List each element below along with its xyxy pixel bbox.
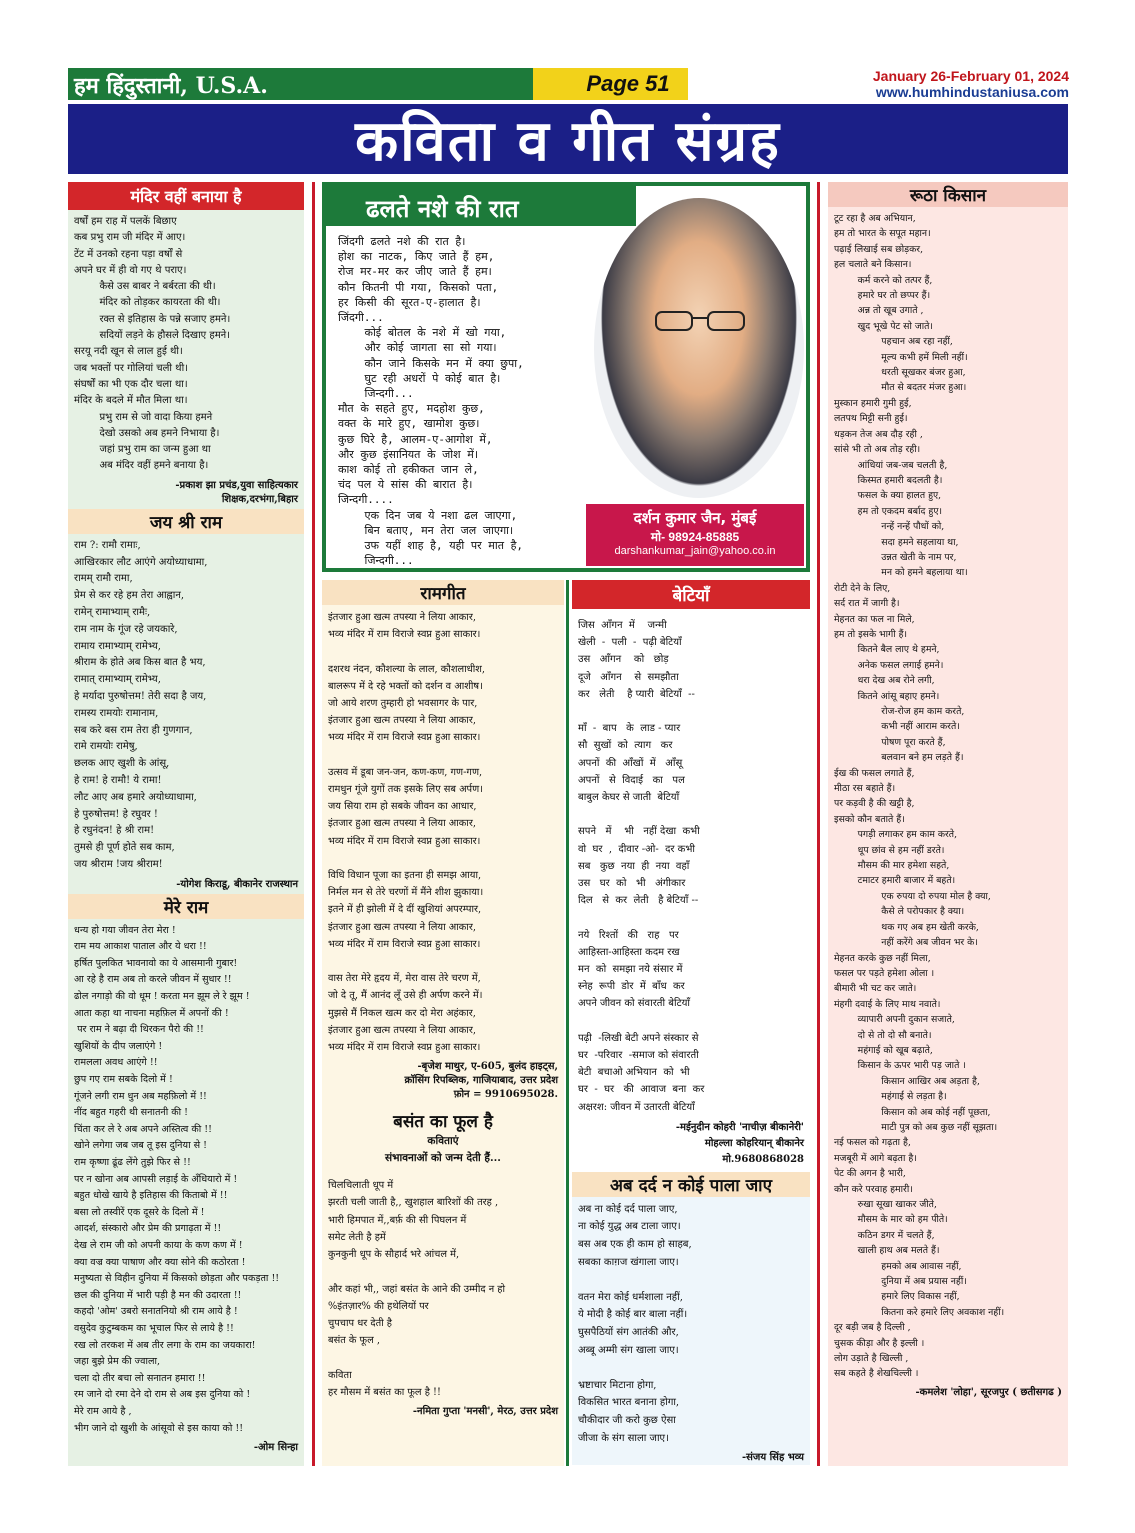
poem-text: इंतजार हुआ खत्म तपस्या ने लिया आकार, भव्य मंदिर में राम विराजे स्वप्न हुआ साकार। दशरथ नंदन, कौशल्या के लाल, कौशलाधीश, बालरूप में दे रहे भक्तों को दर्शन व आशीष। जो आये शरण तुम्हारी हो भवसागर के पार, इंतजार हुआ खत्म तपस्या ने लिया आकार, भव्य मंदिर में राम विराजे स्वप्न हुआ साकार। उत्सव में डूबा जन-जन, कण-कण, गण-गण, रामधुन गूंजे युगों तक इसके लिए सब अर्पण। जय सिया राम हो सबके जीवन का आधार, इंतजार हुआ खत्म तपस्या ने लिया आकार, भव्य मंदिर में राम विराजे स्वप्न हुआ साकार। विधि विधान पूजा का इतना ही समझ आया, निर्मल मन से तेरे चरणों में मैंने शीश झुकाया। इतने में ही झोली में दे दीं खुशियां अपरम्पार, इंतजार हुआ खत्म तपस्या ने लिया आकार, भव्य मंदिर में राम विराजे स्वप्न हुआ साकार। वास तेरा मेरे हृदय में, मेरा वास तेरे चरण में, जो दे तू, मैं आनंद लूँ उसे ही अर्पण करने में। मुझसे मैं निकल खत्म कर दो मेरा अहंकार, इंतजार हुआ खत्म तपस्या ने लिया आकार, भव्य मंदिर में राम विराजे स्वप्न हुआ साकार।	[328, 612, 486, 1054]
feature-poem-text: जिंदगी ढलते नशे की रात है। होश का नाटक, किए जाते हैं हम, रोज मर-मर कर जीए जाते हैं हम। कौन कितनी पी गया, किसको पता, हर किसी की सूरत-ए-हालात है। जिंदगी... कोई बोतल के नशे में खो गया, और कोई जागता सा सो गया। कौन जाने किसके मन में क्या छुपा, घुट रही अधरों पे कोई बात है। जिन्दगी... मौत के सहते हुए, मदहोश कुछ, वक्त के मारे हुए, खामोश कुछ। कुछ घिरे है, आलम-ए-आगोश में, और कुछ इंसानियत के जोश में। काश कोई तो हकीकत जान ले, चंद पल ये सांस की बारात है। जिन्दगी.... एक दिन जब ये नशा ढल जाएगा, बिन बताए, मन तेरा जल जाएगा। उफ यहीं शाह है, यही पर मात है, जिन्दगी...	[338, 235, 524, 568]
column-divider	[566, 580, 569, 1466]
column-center-left	[322, 580, 564, 1466]
masthead-title: हम हिंदुस्तानी, U.S.A.	[74, 73, 268, 99]
poem-text: धन्य हो गया जीवन तेरा मेरा ! राम मय आकाश पाताल और ये धरा !! हर्षित पुलकित भावनावो का ये आसमानी गुबार! आ रहे है राम अब तो करले जीवन में सुधार !! ढोल नगाड़ो की वो धूम ! करता मन झूम ले रे झूम ! आता कहा था नाचना महफ़िल में अपनों की ! पर राम ने बढ़ा दी थिरकन पैरो की !! खुशियों के दीप जलाएंगे ! रामलला अवध आएंगे !! छुप गए राम सबके दिलो में ! गूंजने लगी राम धुन अब महफ़िलो में !! नींद बहुत गहरी थी सनातनी की ! चिंता कर ले रे अब अपने अस्तित्व की !! खोने लगेगा जब जब तू इस दुनिया से ! राम कृष्णा ढूंढ लेंगे तुझे फिर से !! पर न खोना अब आपसी लड़ाई के अँधियारो में ! बहुत धोखे खाये है इतिहास की किताबो में !! बसा लो तस्वीरें एक दूसरे के दिलो में ! आदर्श, संस्कारो और प्रेम की प्रगाढ़ता में !! देख ले राम जी को अपनी काया के कण कण में ! क्या वज्र क्या पाषाण और क्या सोने की कठोरता ! मनुष्यता से विहीन दुनिया में किसको छोड़ता और पकड़ता !! छल की दुनिया में भारी पड़ी है मन की उदारता !! कहदो 'ओम' उबरो सनातनियो श्री राम आये है ! वसुदेव कुटुम्बकम का भूचाल फिर से लाये है !! रख लो तरकश में अब तीर लगा के राम का जयकारा! जहा बुझे प्रेम की ज्वाला, चला दो तीर बचा लो सनातन हमारा !! रम जाने दो रमा देने दो राम से अब इस दुनिया को ! मेरे राम आये है , भीग जाने दो खुशी के आंसूवो से इस काया को !!	[74, 924, 280, 1434]
masthead-strip	[68, 68, 688, 100]
poem-title: बसंत का फूल है	[322, 1108, 564, 1133]
poem-byline: -योगेश किराडू, बीकानेर राजस्थान	[176, 878, 298, 890]
feature-box	[322, 182, 810, 572]
poem-title: रामगीत	[322, 580, 564, 605]
poem-text: अब ना कोई दर्द पाला जाए, ना कोई युद्ध अब टाला जाए। बस अब एक ही काम हो साहब, सबका काग़ज खंगाला जाए। वतन मेरा कोई धर्मशाला नहीं, ये मोदी है कोई बार बाला नहीं। घुसपैठियों संग आतंकी और, अब्बू अम्मी संग खाला जाए। भ्रष्टाचार मिटाना होगा, विकसित भारत बनाना होगा, चौकीदार जी करो कुछ ऐसा जीजा के संग साला जाए।	[578, 1203, 692, 1444]
poem-byline: -कमलेश 'लोहा', सूरजपुर ( छतीसगढ )	[915, 1386, 1062, 1398]
poem-text: राम ?: रामौ रामाः, आखिरकार लौट आएंगे अयोध्याधामा, रामम् रामौ रामा, प्रेम से कर रहे हम तेरा आह्वान, रामेन् रामाभ्याम् रामैः, राम नाम के गूंज रहे जयकारे, रामाय रामाभ्याम् रामेभ्य, श्रीराम के होते अब किस बात है भय, रामात् रामाभ्याम् रामेभ्य, हे मर्यादा पुरुषोत्तम! तेरी सदा है जय, रामस्य रामयोः रामानाम, सब करे बस राम तेरा ही गुणगान, रामे रामयोः रामेषु, छलक आए खुशी के आंसू, हे राम! हे रामौ! ये रामा! लौट आए अब हमारे अयोध्याधामा, हे पुरुषोत्तम! हे रघुवर ! हे रघुनंदन! हे श्री राम! तुमसे ही पूर्ण होते सब काम, जय श्रीराम !जय श्रीराम!	[74, 539, 208, 870]
poem-byline: -मईनुदीन कोहरी 'नाचीज़ बीकानेरी' मोहल्ला कोहरियान् बीकानेर मो.9680868028	[675, 1121, 804, 1165]
site-url[interactable]: www.humhindustaniusa.com	[875, 84, 1069, 100]
author-portrait	[594, 198, 804, 498]
author-mobile: मो- 98924-85885	[650, 530, 740, 544]
poem-title: मेरे राम	[68, 894, 304, 919]
section-top	[572, 580, 810, 1168]
poem-byline: -नमिता गुप्ता 'मनसी', मेरठ, उत्तर प्रदेश	[412, 1405, 558, 1417]
poem-title: जय श्री राम	[68, 509, 304, 534]
poem-byline: -प्रकाश झा प्रचंड,युवा साहित्यकार शिक्षक,दरभंगा,बिहार	[175, 479, 298, 505]
column-center-right	[572, 580, 810, 1466]
feature-title: ढलते नशे की रात	[326, 186, 636, 226]
poem-text: जिस आँगन में जन्मी खेली - पली - पढ़ी बेटियाँ उस आँगन को छोड़ दूजे आँगन से समझौता कर लेती है प्यारी बेटियाँ -- माँ - बाप के लाड - प्यार सौ सुखों को त्याग कर अपनों की आँखों में आँसू अपनों से विदाई का पल बाबुल केघर से जाती बेटियाँ सपने में भी नहीं देखा कभी वो घर , दीवार -ओ- दर कभी सब कुछ नया ही नया वहाँ उस घर को भी अंगीकार दिल से कर लेती है बेटियाँ -- नये रिश्तों की राह पर आहिस्ता-आहिस्ता कदम रख मन को समझा नये संसार में स्नेह रूपी डोर में बाँध कर अपने जीवन को संवारती बेटियाँ पढ़ी -लिखी बेटी अपने संस्कार से घर -परिवार -समाज को संवारती बेटी बचाओ अभियान को भी घर - घर की आवाज बना कर अक्षरश: जीवन में उतारती बेटियाँ	[578, 620, 705, 1113]
issue-date: January 26-February 01, 2024	[872, 68, 1069, 84]
poem-byline: -ओम सिन्हा	[253, 1442, 298, 1454]
poem-byline: -बृजेश माथुर, ए-605, बुलंद हाइट्स, क्रॉसिंग रिपब्लिक, गाजियाबाद, उत्तर प्रदेश फ़ोन = 9910695028.	[404, 1061, 558, 1101]
poem-text: टूट रहा है अब अभियान, हम तो भारत के सपूत महान। पढ़ाई लिखाई सब छोड़कर, हल चलाते बने किसान। कर्म करने को तत्पर हैं, हमारे घर तो छप्पर हैं। अन्न तो खूब उगाते , खुद भूखे पेट सो जाते। पहचान अब रहा नहीं, मूल्य कभी हमें मिली नहीं। धरती सूखकर बंजर हुआ, मौत से बदतर मंजर हुआ। मुस्कान हमारी गुमी हुई, लतपथ मिट्टी सनी हुई। धड़कन तेज अब दौड़ रही , सांसे भी तो अब तोड़ रही। आंधियां जब-जब चलती है, किस्मत हमारी बदलती है। फसल के क्या हालत हुए, हम तो एकदम बर्बाद हुए। नन्हें नन्हें पौधों को, सदा हमने सहलाया था, उन्नत खेती के नाम पर, मन को हमने बहलाया था। रोटी देने के लिए, सर्द रात में जागी है। मेहनत का फल ना मिले, हम तो इसके भागी हैं। कितने बैल लाए थे हमने, अनेक फसल लगाई हमने। धरा देख अब रोने लगी, कितने आंसू बहाए हमने। रोज-रोज हम काम करते, कभी नहीं आराम करते। पोषण पूरा करते हैं, बलवान बने हम लड़ते हैं। ईख की फसल लगाते हैं, मीठा रस बहाते हैं। पर कड़वी है की खट्टी है, इसको कौन बताते हैं। पगड़ी लगाकर हम काम करते, धूप छांव से हम नहीं डरते। मौसम की मार हमेशा सहते, टमाटर हमारी बाजार में बहते। एक रुपया दो रुपया मोल है क्या, कैसे ले परोपकार है क्या। थक गए अब हम खेती करके, नहीं करेंगे अब जीवन भर के। मेहनत करके कुछ नहीं मिला, फसल पर पड़ते हमेशा ओला । बीमारी भी चट कर जाते। मंहगी दवाई के लिए माथ नवाते। व्यापारी अपनी दुकान सजाते, दो से तो दो सौ बनाते। महंगाई को खूब बढ़ाते, किसान के ऊपर भारी पड़ जाते । किसान आखिर अब अड़ता है, महंगाई से लड़ता है। किसान को अब कोई नहीं पूछता, माटी पुत्र को अब कुछ नहीं सूझता। नई फसल को गढ़ता है, मजबूरी में आगे बढ़ता है। पेट की अगन है भारी, कौन करे परवाह हमारी। रुखा सूखा खाकर जीते, मौसम के मार को हम पीते। कठिन डगर में चलते हैं, खाली हाथ अब मलते हैं। हमको अब आवास नहीं, दुनिया में अब प्रयास नहीं। हमारे लिए विकास नहीं, कितना करे हमारे लिए अवकाश नहीं। दूर बड़ी जब है दिल्ली , चुसक कीड़ा और है इल्ली । लोग उड़ाते है खिल्ली , सब कहते है शेखचिल्ली ।	[834, 213, 1005, 1380]
poem-intro: कविताएं संभावनाओं को जन्म देती हैं...	[385, 1135, 501, 1165]
section-banner	[68, 104, 1068, 174]
poem-byline: -संजय सिंह भव्य	[741, 1452, 804, 1464]
poem-text: वर्षों हम राह में पलकें बिछाए कब प्रभु राम जी मंदिर में आए। टेंट में उनको रहना पड़ा वर्षों से अपने घर में ही वो गए थे पराए। कैसे उस बाबर ने बर्बरता की थी। मंदिर को तोड़कर कायरता की थी। रक्त से इतिहास के पन्ने सजाए हमने। सदियों लड़ने के हौसले दिखाए हमने। सरयू नदी खून से लाल हुई थी। जब भक्तों पर गोलियां चली थी। संघर्षों का भी एक दौर चला था। मंदिर के बदले में मौत मिला था। प्रभु राम से जो वादा किया हमने देखो उसको अब हमने निभाया है। जहां प्रभु राम का जन्म हुआ था अब मंदिर वहीं हमने बनाया है।	[74, 216, 231, 472]
column-left	[68, 182, 304, 1466]
poem-title: बेटियाँ	[572, 580, 810, 609]
page-number: Page 51	[586, 71, 670, 96]
column-right	[828, 182, 1068, 1466]
section-bottom	[572, 1172, 810, 1465]
glasses-icon	[652, 308, 748, 334]
author-email[interactable]: darshankumar_jain@yahoo.co.in	[614, 545, 776, 557]
column-divider	[312, 182, 315, 1466]
banner-title: कविता व गीत संग्रह	[355, 109, 781, 174]
author-name: दर्शन कुमार जैन, मुंबई	[633, 509, 757, 527]
poem-title: रूठा किसान	[828, 182, 1068, 207]
poem-title: अब दर्द न कोई पाला जाए	[572, 1172, 810, 1197]
poem-text: चिलचिलाती धूप में झरती चली जाती है,, खुशहाल बारिशों की तरह , भारी हिमपात में,,बर्फ़ की सी पिघलन में समेट लेती है हमें कुनकुनी धूप के सौहार्द भरे आंचल में, और कहां भी,, जहां बसंत के आने की उम्मीद न हो %इंतज़ार% की हथेलियों पर चुपचाप धर देती है बसंत के फूल , कविता हर मौसम में बसंत का फूल है !!	[328, 1180, 506, 1398]
poem-title: मंदिर वहीं बनाया है	[68, 182, 304, 210]
author-box	[586, 504, 804, 566]
column-divider	[817, 182, 820, 1466]
